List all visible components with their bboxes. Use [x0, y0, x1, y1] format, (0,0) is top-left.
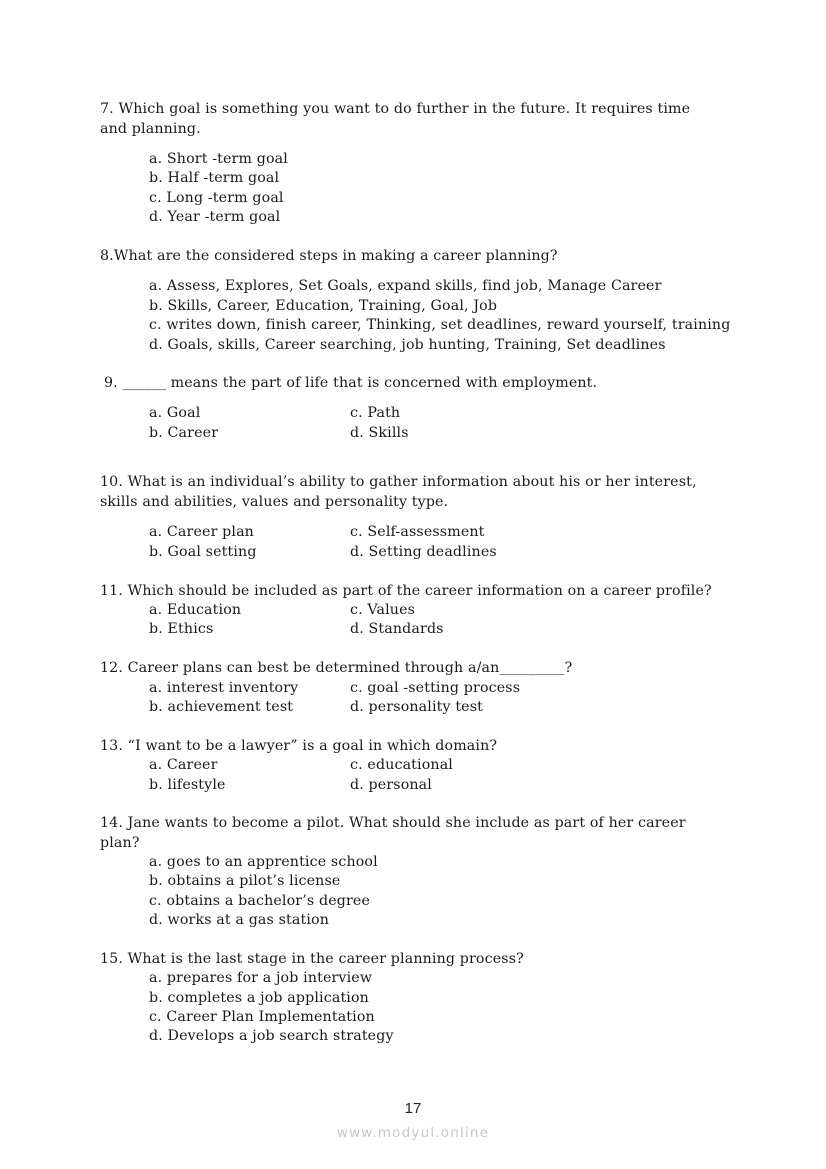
question-7-text-cont: and planning. [100, 120, 201, 137]
question-15-option-b: b. completes a job application [149, 989, 369, 1006]
question-11-text: 11. Which should be included as part of the career information on a career profile? [100, 582, 712, 599]
question-14-text-cont: plan? [100, 834, 140, 851]
question-12-option-a: a. interest inventory [149, 679, 299, 696]
question-14-option-d: d. works at a gas station [149, 912, 330, 928]
question-7-option-d: d. Year -term goal [149, 209, 281, 225]
question-7-option-b: b. Half -term goal [149, 170, 280, 186]
question-7-option-a: a. Short -term goal [149, 150, 288, 167]
question-11-option-c: c. Values [350, 601, 416, 618]
question-11-option-d: d. Standards [350, 621, 444, 637]
question-9-option-c: c. Path [350, 405, 401, 421]
question-14-text: 14. Jane wants to become a pilot. What should she include as part of her career [100, 815, 686, 831]
question-12-text: 12. Career plans can best be determined through a/an_________? [100, 660, 573, 676]
question-14-option-b: b. obtains a pilot’s license [149, 873, 341, 889]
question-9-option-b: b. Career [149, 424, 219, 441]
question-9-option-a: a. Goal [149, 405, 201, 421]
question-15-option-d: d. Develops a job search strategy [149, 1028, 394, 1044]
question-15-option-c: c. Career Plan Implementation [149, 1009, 375, 1025]
question-8-option-b: b. Skills, Career, Education, Training, Goal, Job [149, 297, 498, 314]
question-15-text: 15. What is the last stage in the career planning process? [100, 950, 524, 967]
question-15-option-a: a. prepares for a job interview [149, 970, 373, 986]
question-9-option-d: d. Skills [350, 424, 409, 441]
question-12-option-c: c. goal -setting process [350, 679, 521, 696]
question-7-option-c: c. Long -term goal [149, 189, 284, 206]
question-12-option-b: b. achievement test [149, 699, 294, 715]
question-7-text: 7. Which goal is something you want to do further in the future. It requires time [100, 101, 691, 117]
question-10-option-a: a. Career plan [149, 524, 254, 540]
question-13-option-a: a. Career [149, 757, 218, 773]
question-12-option-d: d. personality test [350, 699, 484, 715]
question-11-option-b: b. Ethics [149, 621, 214, 637]
question-14-option-a: a. goes to an apprentice school [149, 853, 378, 870]
page-number: 17 [404, 1100, 422, 1117]
question-13-option-c: c. educational [350, 757, 453, 773]
question-13-option-b: b. lifestyle [149, 776, 226, 793]
question-10-text-cont: skills and abilities, values and personality type. [100, 493, 449, 510]
watermark: www.modyul.online [336, 1125, 490, 1141]
question-8-option-a: a. Assess, Explores, Set Goals, expand skills, find job, Manage Career [149, 278, 662, 294]
question-9-text: 9. ______ means the part of life that is concerned with employment. [104, 375, 598, 391]
question-8-option-d: d. Goals, skills, Career searching, job hunting, Training, Set deadlines [149, 336, 666, 353]
question-8-option-c: c. writes down, finish career, Thinking, set deadlines, reward yourself, training [149, 317, 731, 333]
question-14-option-c: c. obtains a bachelor’s degree [149, 892, 370, 909]
question-10-option-d: d. Setting deadlines [350, 543, 497, 560]
question-10-option-b: b. Goal setting [149, 543, 257, 560]
question-8-text: 8.What are the considered steps in making a career planning? [100, 248, 558, 264]
question-10-text: 10. What is an individual’s ability to gather information about his or her interest, [100, 474, 697, 490]
question-13-option-d: d. personal [350, 776, 432, 793]
question-10-option-c: c. Self-assessment [350, 524, 485, 540]
question-13-text: 13. “I want to be a lawyer” is a goal in which domain? [100, 737, 498, 754]
question-11-option-a: a. Education [149, 601, 242, 618]
